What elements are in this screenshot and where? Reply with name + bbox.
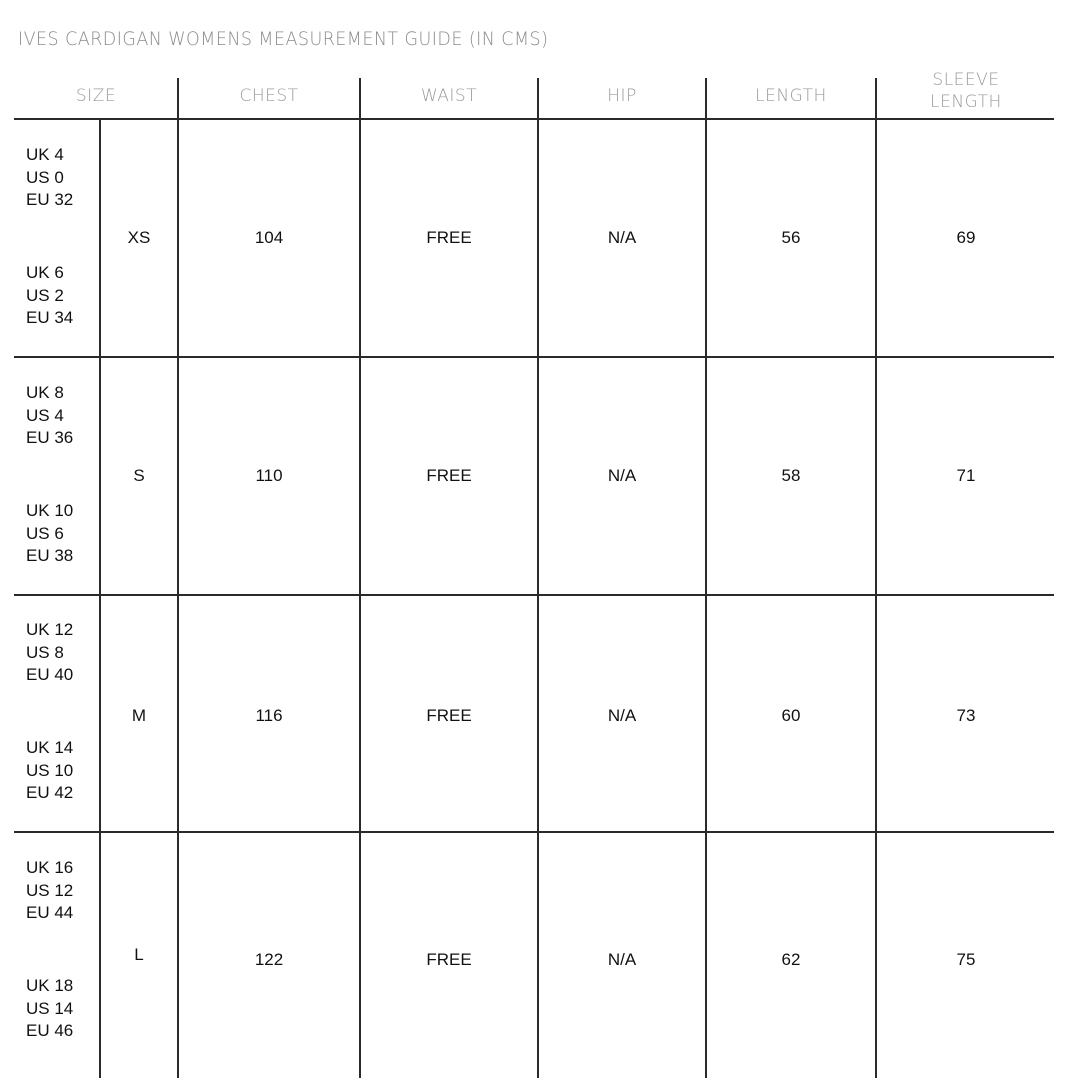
hip-value: N/A [607,950,637,969]
size-conversion-text: UK 8 US 4 EU 36 [26,383,74,447]
page-title: IVES CARDIGAN WOMENS MEASUREMENT GUIDE (IN CMS) [18,28,549,50]
chest-value: 122 [254,950,284,969]
chest-value: 110 [255,466,283,485]
hip-value: N/A [607,466,637,485]
size-conversion-text: UK 10 US 6 EU 38 [26,501,74,565]
header-length: LENGTH [755,86,827,106]
length-value: 60 [781,706,801,725]
sleeve-length-value: 71 [956,466,976,485]
sleeve-length-value: 75 [956,950,976,969]
header-sleeve-length: SLEEVE LENGTH [930,70,1002,112]
hip-value: N/A [607,228,637,247]
column-divider [99,120,101,1078]
size-label: XS [127,228,151,247]
size-conversion-text: UK 16 US 12 EU 44 [26,858,74,922]
size-label: L [134,945,144,964]
waist-value: FREE [426,950,472,969]
size-conversion-text: UK 12 US 8 EU 40 [26,620,74,684]
header-size: SIZE [75,86,117,106]
chest-value: 104 [254,228,284,247]
waist-value: FREE [426,228,472,247]
chest-value: 116 [255,706,283,725]
length-value: 56 [781,228,801,247]
sleeve-length-value: 73 [956,706,976,725]
size-conversion-text: UK 4 US 0 EU 32 [26,145,74,209]
waist-value: FREE [426,706,472,725]
hip-value: N/A [607,706,637,725]
header-hip: HIP [607,86,637,106]
size-conversion-text: UK 14 US 10 EU 42 [26,738,74,802]
waist-value: FREE [426,466,472,485]
size-conversion-text: UK 18 US 14 EU 46 [26,976,74,1040]
length-value: 58 [781,466,801,485]
size-label: S [133,466,145,485]
header-waist: WAIST [420,86,478,106]
sleeve-length-value: 69 [956,228,976,247]
row-divider [14,594,1054,596]
header-chest: CHEST [239,86,299,106]
header-divider [14,118,1054,120]
length-value: 62 [781,950,801,969]
size-conversion-text: UK 6 US 2 EU 34 [26,263,74,327]
row-divider [14,356,1054,358]
size-label: M [131,706,147,725]
row-divider [14,831,1054,833]
